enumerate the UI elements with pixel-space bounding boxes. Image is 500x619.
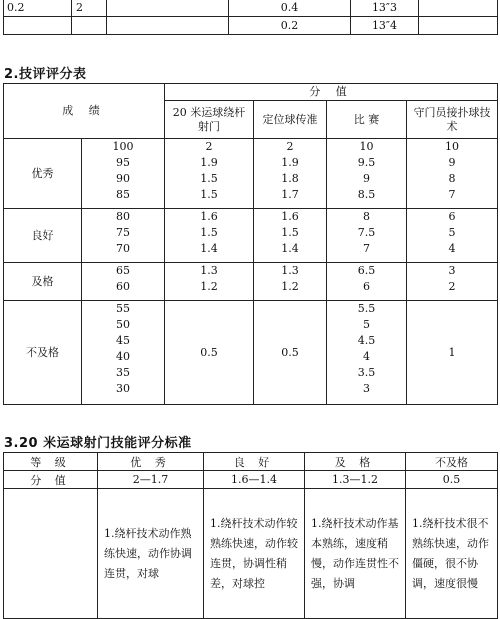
points-value: 1.2	[200, 280, 218, 293]
points-value: 4	[363, 350, 370, 363]
description-cell: 1.绕杆技术动作熟练快速，动作协调连贯，对球	[98, 489, 204, 619]
score-value: 65	[116, 264, 130, 277]
score-value: 30	[116, 382, 130, 395]
score-value: 35	[116, 366, 130, 379]
points-value: 3.5	[357, 366, 376, 379]
points-value: 0.5	[165, 301, 254, 405]
points-value: 7	[363, 242, 370, 255]
table-cell: 0.4	[229, 0, 351, 17]
points-list	[254, 139, 327, 209]
points-value: 1.5	[200, 188, 218, 201]
points-value: 3	[363, 382, 370, 395]
scoring-table	[3, 83, 498, 405]
points-value: 4	[448, 242, 456, 255]
points-value: 4.5	[357, 334, 376, 347]
points-value: 3	[448, 264, 456, 277]
section-title-standard: 3.20 米运球射门技能评分标准	[4, 436, 192, 451]
points-value: 10	[445, 140, 459, 153]
points-value: 2	[205, 140, 213, 153]
description-cell	[4, 489, 98, 619]
value-cell: 1.6—1.4	[204, 471, 305, 489]
table-row	[4, 209, 498, 263]
points-value: 5	[448, 226, 456, 239]
points-value: 5.5	[357, 302, 376, 315]
table-row	[4, 17, 498, 35]
dribble-standard-table	[3, 452, 498, 619]
score-list	[82, 139, 165, 209]
score-value: 90	[116, 172, 130, 185]
score-value: 85	[116, 188, 130, 201]
points-value: 1.3	[200, 264, 218, 277]
grade-label: 良好	[4, 209, 82, 263]
description-cell: 1.绕杆技术动作较熟练快速，动作较连贯，协调性稍差，对球控	[204, 489, 305, 619]
points-value: 1.4	[200, 242, 218, 255]
table-row	[4, 139, 498, 209]
points-list	[407, 209, 498, 263]
points-value: 6	[363, 280, 370, 293]
table-cell: 13″4	[351, 17, 419, 35]
points-value: 8.5	[357, 188, 376, 201]
points-list	[254, 209, 327, 263]
previous-table-fragment	[3, 0, 498, 35]
level-header: 良 好	[204, 453, 305, 471]
points-list	[165, 209, 254, 263]
points-list	[407, 263, 498, 301]
column-header-match: 比 赛	[327, 101, 407, 139]
table-cell	[419, 17, 498, 35]
points-value: 1.4	[281, 242, 299, 255]
score-list	[82, 209, 165, 263]
score-value: 70	[116, 242, 130, 255]
column-header-goalkeeper: 守门员接扑球技术	[407, 101, 498, 139]
points-value: 7.5	[357, 226, 376, 239]
grade-label: 不及格	[4, 301, 82, 405]
points-value: 9	[448, 156, 456, 169]
table-row	[4, 489, 498, 619]
points-value: 1.5	[200, 226, 218, 239]
points-list	[327, 209, 407, 263]
points-value: 7	[448, 188, 456, 201]
table-row	[4, 453, 498, 471]
points-value: 1.7	[281, 188, 299, 201]
score-value: 75	[116, 226, 130, 239]
column-header-pass: 定位球传准	[254, 101, 327, 139]
points-value: 1.5	[281, 226, 299, 239]
score-list	[82, 301, 165, 405]
points-value: 1.2	[281, 280, 299, 293]
points-list	[165, 263, 254, 301]
points-list	[407, 139, 498, 209]
level-header: 及 格	[305, 453, 406, 471]
table-cell	[107, 17, 229, 35]
score-value: 100	[112, 140, 134, 153]
score-value: 95	[116, 156, 130, 169]
level-header: 等 级	[4, 453, 98, 471]
score-value: 40	[116, 350, 130, 363]
points-value: 5	[363, 318, 370, 331]
points-value: 6	[448, 210, 456, 223]
points-value: 2	[448, 280, 456, 293]
table-cell: 13″3	[351, 0, 419, 17]
score-value: 45	[116, 334, 130, 347]
grade-label: 优秀	[4, 139, 82, 209]
table-cell: 2	[72, 0, 107, 17]
section-title-scoring: 2.技评评分表	[4, 67, 87, 82]
value-cell: 1.3—1.2	[305, 471, 406, 489]
score-header: 成 绩	[4, 84, 165, 139]
table-cell	[4, 17, 72, 35]
points-value: 2	[286, 140, 294, 153]
points-list	[327, 139, 407, 209]
table-row	[4, 471, 498, 489]
table-row	[4, 301, 498, 405]
value-cell: 0.5	[406, 471, 498, 489]
points-header: 分 值	[165, 84, 498, 101]
points-value: 8	[363, 210, 370, 223]
points-value: 9.5	[357, 156, 376, 169]
table-header-row	[4, 84, 498, 101]
table-cell	[72, 17, 107, 35]
table-cell: 0.2	[4, 0, 72, 17]
points-list	[327, 301, 407, 405]
points-value: 1.6	[200, 210, 218, 223]
points-list	[254, 263, 327, 301]
grade-label: 及格	[4, 263, 82, 301]
score-list	[82, 263, 165, 301]
points-value: 1.8	[281, 172, 299, 185]
points-value: 0.5	[254, 301, 327, 405]
points-value: 9	[363, 172, 370, 185]
column-header-dribble: 20 米运球绕杆射门	[165, 101, 254, 139]
table-cell	[107, 0, 229, 17]
table-cell	[419, 0, 498, 17]
points-value: 1.5	[200, 172, 218, 185]
points-value: 1.9	[281, 156, 299, 169]
score-value: 60	[116, 280, 130, 293]
level-header: 不及格	[406, 453, 498, 471]
score-value: 50	[116, 318, 130, 331]
table-row	[4, 0, 498, 17]
points-value: 6.5	[357, 264, 376, 277]
points-value: 8	[448, 172, 456, 185]
points-list	[165, 139, 254, 209]
points-value: 10	[359, 140, 374, 153]
score-value: 80	[116, 210, 130, 223]
points-value: 1.3	[281, 264, 299, 277]
points-value: 1.9	[200, 156, 218, 169]
table-cell: 0.2	[229, 17, 351, 35]
description-cell: 1.绕杆技术很不熟练快速，动作僵硬，很不协调，速度很慢	[406, 489, 498, 619]
table-row	[4, 263, 498, 301]
value-cell: 分 值	[4, 471, 98, 489]
level-header: 优 秀	[98, 453, 204, 471]
score-value: 55	[116, 302, 130, 315]
value-cell: 2—1.7	[98, 471, 204, 489]
points-list	[327, 263, 407, 301]
points-value: 1	[407, 301, 498, 405]
points-value: 1.6	[281, 210, 299, 223]
description-cell: 1.绕杆技术动作基本熟练，速度稍慢，动作连贯性不强，协调	[305, 489, 406, 619]
